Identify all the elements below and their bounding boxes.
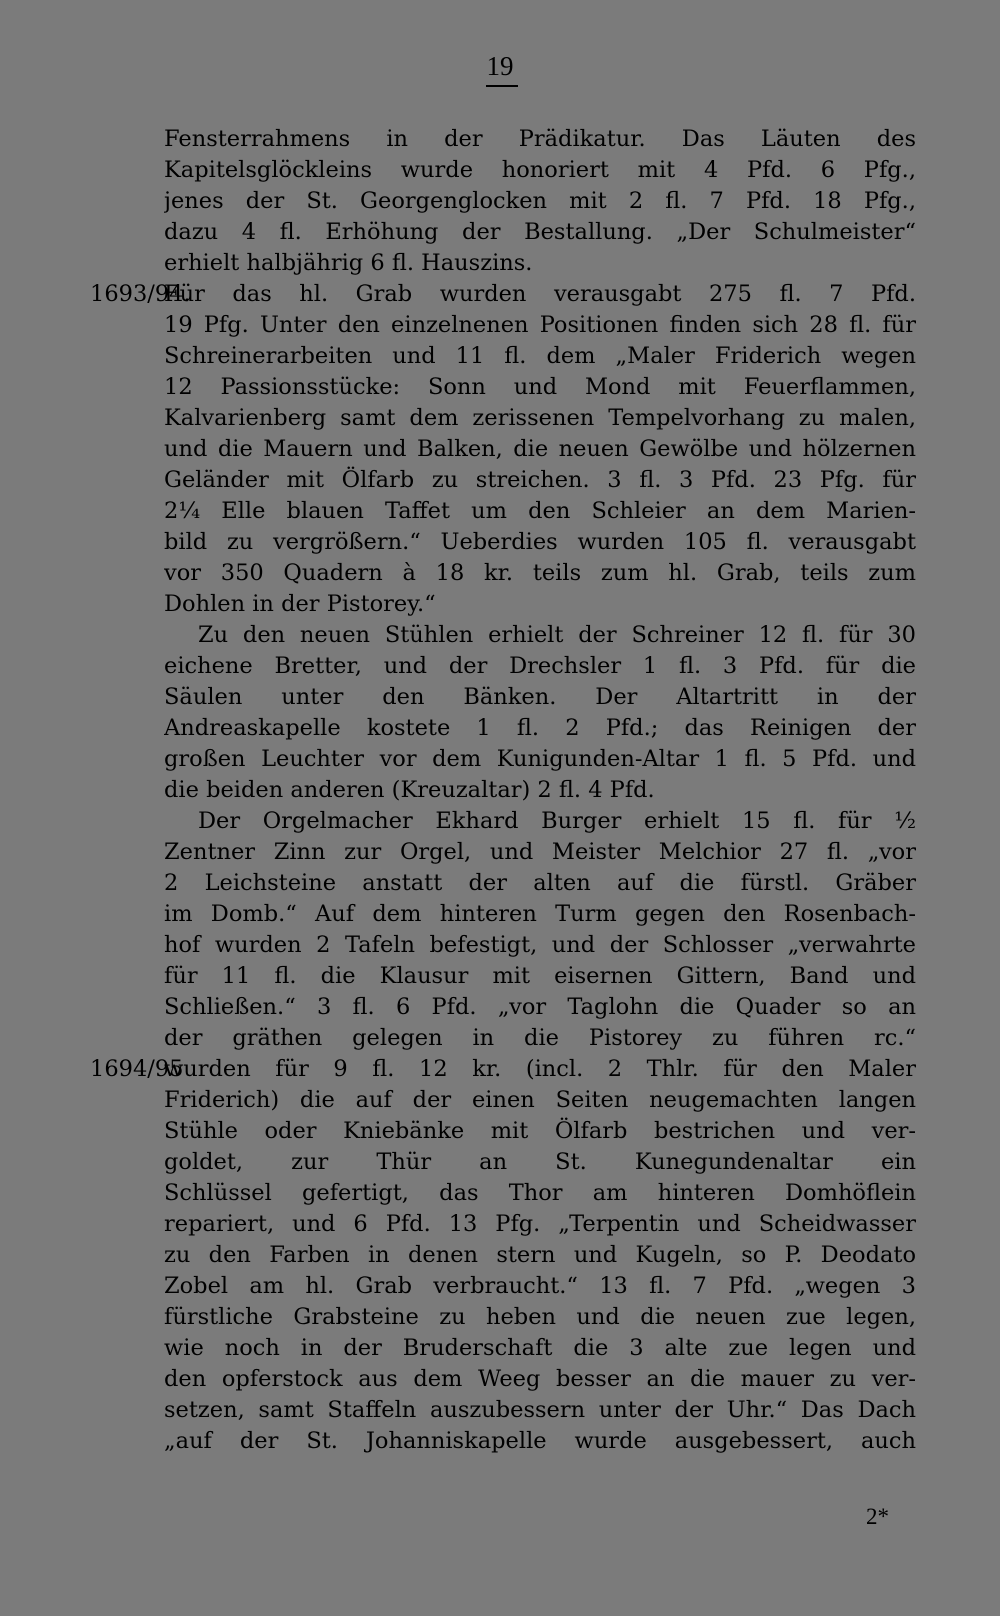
line-text: vor 350 Quadern à 18 kr. teils zum hl. Grab, teils zum xyxy=(164,560,916,586)
page-number: 19 xyxy=(486,51,514,81)
line-text: Schließen.“ 3 fl. 6 Pfd. „vor Taglohn die Quader so an xyxy=(164,994,916,1020)
text-line xyxy=(90,930,916,961)
line-text: fürstliche Grabsteine zu heben und die neuen zue legen, xyxy=(164,1304,916,1330)
line-text: dazu 4 fl. Erhöhung der Bestallung. „Der Schulmeister“ xyxy=(164,219,916,245)
text-line xyxy=(90,899,916,930)
line-text: goldet, zur Thür an St. Kunegundenaltar ein xyxy=(164,1149,916,1175)
line-text: Geländer mit Ölfarb zu streichen. 3 fl. 3 Pfd. 23 Pfg. für xyxy=(164,467,916,493)
text-line xyxy=(90,248,916,279)
line-text: Fensterrahmens in der Prädikatur. Das Läuten des xyxy=(164,126,916,152)
line-text: und die Mauern und Balken, die neuen Gewölbe und hölzernen xyxy=(164,436,916,462)
text-line xyxy=(90,775,916,806)
text-line xyxy=(90,682,916,713)
line-text: der gräthen gelegen in die Pistorey zu führen rc.“ xyxy=(164,1025,916,1051)
text-line xyxy=(90,465,916,496)
text-line xyxy=(90,1271,916,1302)
text-line xyxy=(90,806,916,837)
text-line xyxy=(90,341,916,372)
line-text: Säulen unter den Bänken. Der Altartritt in der xyxy=(164,684,916,710)
text-line xyxy=(90,651,916,682)
line-text: Zu den neuen Stühlen erhielt der Schreiner 12 fl. für 30 xyxy=(198,622,916,648)
body-text xyxy=(90,124,916,1457)
line-text: Für das hl. Grab wurden verausgabt 275 fl. 7 Pfd. xyxy=(164,281,916,307)
text-line xyxy=(90,961,916,992)
line-text: setzen, samt Staffeln auszubessern unter der Uhr.“ Das Dach xyxy=(164,1397,916,1423)
text-line xyxy=(90,1147,916,1178)
text-line xyxy=(90,1178,916,1209)
text-line xyxy=(90,527,916,558)
text-line xyxy=(90,837,916,868)
text-line xyxy=(90,1085,916,1116)
text-line xyxy=(90,868,916,899)
text-line xyxy=(90,124,916,155)
text-line xyxy=(90,744,916,775)
year-label: 1693/94. xyxy=(90,281,191,307)
line-text: 2¼ Elle blauen Taffet um den Schleier an dem Marien- xyxy=(164,498,916,524)
line-text: Zentner Zinn zur Orgel, und Meister Melchior 27 fl. „vor xyxy=(164,839,916,865)
line-text: zu den Farben in denen stern und Kugeln, so P. Deodato xyxy=(164,1242,916,1268)
text-line xyxy=(90,186,916,217)
text-line xyxy=(90,279,916,310)
page-number-underline xyxy=(486,85,518,87)
text-line xyxy=(90,1023,916,1054)
line-text: Schreinerarbeiten und 11 fl. dem „Maler Friderich wegen xyxy=(164,343,916,369)
text-line xyxy=(90,310,916,341)
line-text: im Domb.“ Auf dem hinteren Turm gegen den Rosenbach- xyxy=(164,901,916,927)
line-text: 2 Leichsteine anstatt der alten auf die fürstl. Gräber xyxy=(164,870,916,896)
line-text: repariert, und 6 Pfd. 13 Pfg. „Terpentin und Scheidwasser xyxy=(164,1211,916,1237)
text-line xyxy=(90,1116,916,1147)
line-text: Stühle oder Kniebänke mit Ölfarb bestrichen und ver- xyxy=(164,1118,916,1144)
signature-mark: 2* xyxy=(866,1504,889,1529)
line-text: wie noch in der Bruderschaft die 3 alte zue legen und xyxy=(164,1335,916,1361)
text-line xyxy=(90,992,916,1023)
line-text: Kapitelsglöckleins wurde honoriert mit 4 Pfd. 6 Pfg., xyxy=(164,157,916,183)
text-line xyxy=(90,1395,916,1426)
line-text: hof wurden 2 Tafeln befestigt, und der Schlosser „verwahrte xyxy=(164,932,916,958)
text-line xyxy=(90,1209,916,1240)
text-line xyxy=(90,496,916,527)
text-line xyxy=(90,558,916,589)
text-line xyxy=(90,403,916,434)
line-text: wurden für 9 fl. 12 kr. (incl. 2 Thlr. für den Maler xyxy=(164,1056,916,1082)
text-line xyxy=(90,589,916,620)
line-text: erhielt halbjährig 6 fl. Hauszins. xyxy=(164,250,533,276)
line-text: jenes der St. Georgenglocken mit 2 fl. 7 Pfd. 18 Pfg., xyxy=(164,188,916,214)
line-text: Kalvarienberg samt dem zerissenen Tempelvorhang zu malen, xyxy=(164,405,916,431)
line-text: 19 Pfg. Unter den einzelnenen Positionen finden sich 28 fl. für xyxy=(164,312,916,338)
line-text: die beiden anderen (Kreuzaltar) 2 fl. 4 Pfd. xyxy=(164,777,655,803)
line-text: großen Leuchter vor dem Kunigunden-Altar 1 fl. 5 Pfd. und xyxy=(164,746,916,772)
text-line xyxy=(90,1054,916,1085)
text-line xyxy=(90,217,916,248)
line-text: Friderich) die auf der einen Seiten neugemachten langen xyxy=(164,1087,916,1113)
line-text: „auf der St. Johanniskapelle wurde ausgebessert, auch xyxy=(164,1428,916,1454)
text-line xyxy=(90,1302,916,1333)
text-line xyxy=(90,713,916,744)
line-text: Dohlen in der Pistorey.“ xyxy=(164,591,436,617)
line-text: für 11 fl. die Klausur mit eisernen Gittern, Band und xyxy=(164,963,916,989)
line-text: eichene Bretter, und der Drechsler 1 fl. 3 Pfd. für die xyxy=(164,653,916,679)
text-line xyxy=(90,1364,916,1395)
line-text: Zobel am hl. Grab verbraucht.“ 13 fl. 7 Pfd. „wegen 3 xyxy=(164,1273,916,1299)
line-text: bild zu vergrößern.“ Ueberdies wurden 105 fl. verausgabt xyxy=(164,529,916,555)
text-line xyxy=(90,372,916,403)
line-text: den opferstock aus dem Weeg besser an die mauer zu ver- xyxy=(164,1366,916,1392)
year-label: 1694/95 xyxy=(90,1056,184,1082)
text-line xyxy=(90,1333,916,1364)
line-text: Der Orgelmacher Ekhard Burger erhielt 15 fl. für ½ xyxy=(198,808,916,834)
text-line xyxy=(90,620,916,651)
text-line xyxy=(90,1426,916,1457)
text-line xyxy=(90,1240,916,1271)
line-text: Schlüssel gefertigt, das Thor am hinteren Domhöflein xyxy=(164,1180,916,1206)
line-text: Andreaskapelle kostete 1 fl. 2 Pfd.; das Reinigen der xyxy=(164,715,916,741)
text-line xyxy=(90,155,916,186)
line-text: 12 Passionsstücke: Sonn und Mond mit Feuerflammen, xyxy=(164,374,916,400)
text-line xyxy=(90,434,916,465)
